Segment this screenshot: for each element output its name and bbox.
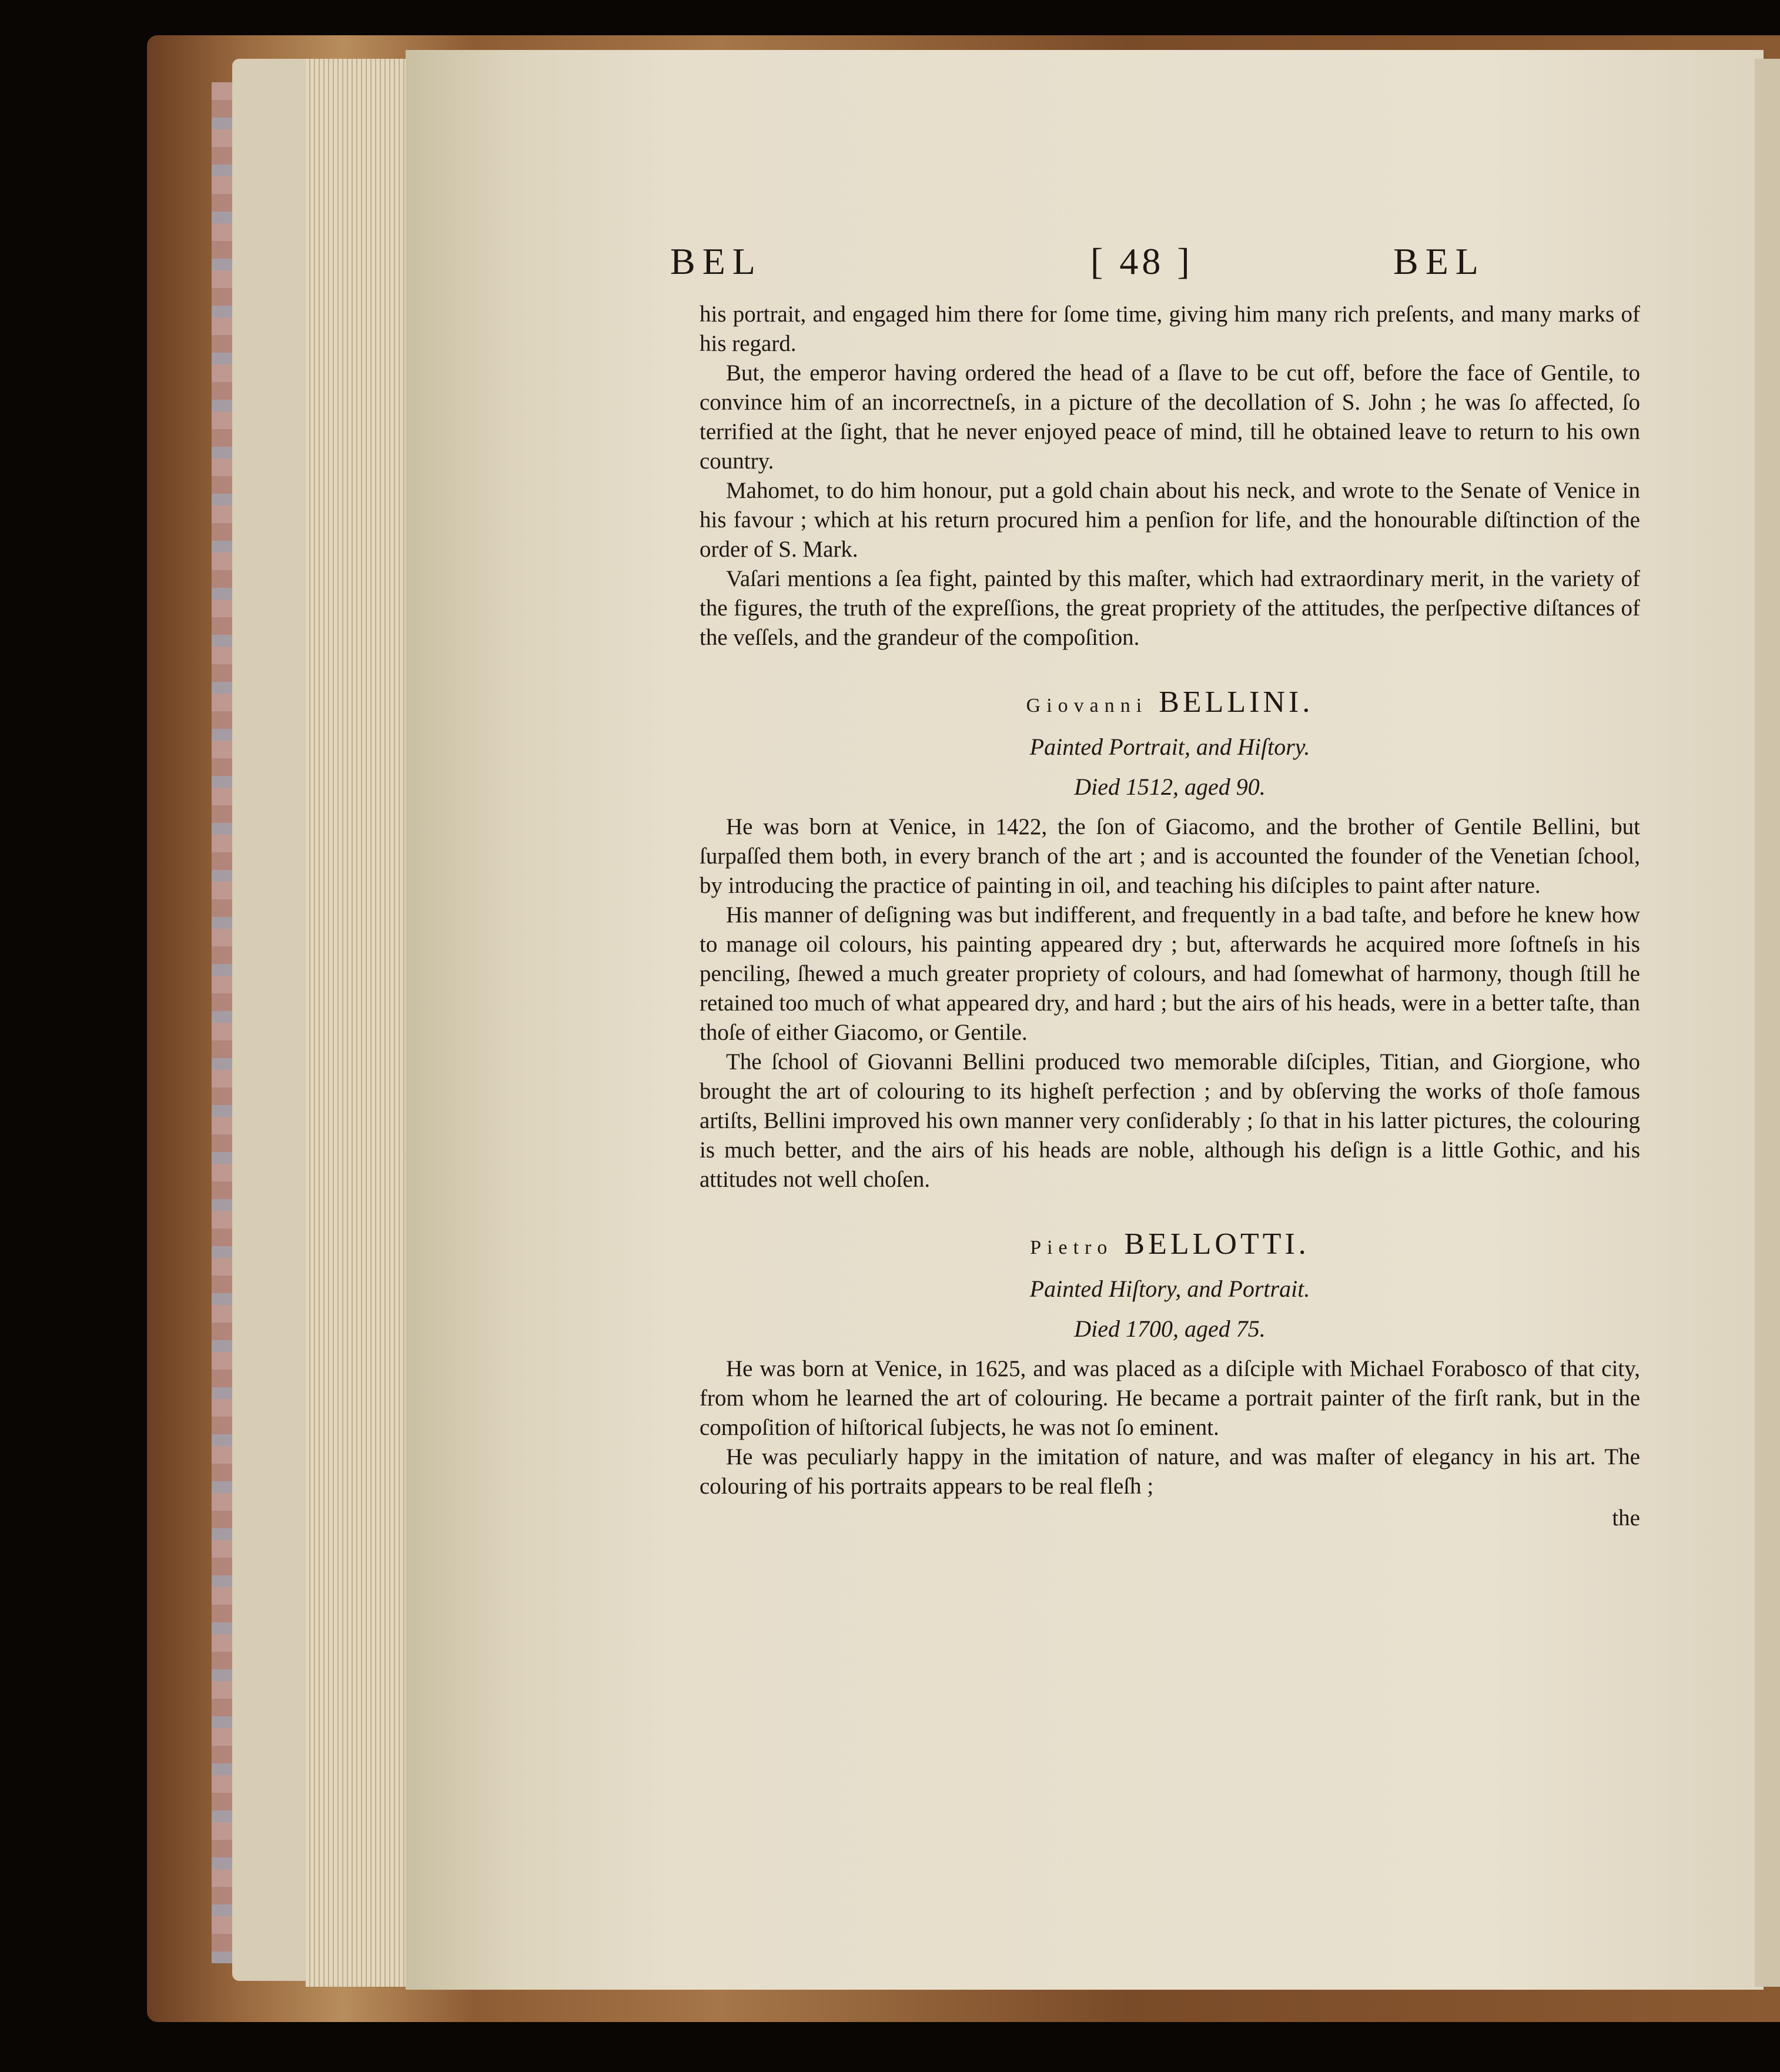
died-line: Died 1700, aged 75.	[1074, 1315, 1266, 1342]
catchword: the	[1612, 1505, 1640, 1531]
painted-subtitle: Painted Portrait, and Hiſtory.	[1029, 734, 1310, 760]
running-header	[670, 240, 1640, 300]
surname: BELLOTTI.	[1124, 1227, 1310, 1261]
facing-page-edge	[1755, 59, 1780, 1987]
paragraph: He was born at Venice, in 1422, the ſon of Giacomo, and the brother of Gentile Bellini, but ſurpaſſed them both, in every branch of the art ; and is accounted the founder of the Venetian ſchool, by introducing the practice of painting in oil, and teaching his diſciples to paint after nature.	[700, 814, 1640, 898]
given-name: Pietro	[1030, 1237, 1113, 1258]
paragraph: The ſchool of Giovanni Bellini produced two memorable diſciples, Titian, and Giorgione, who brought the art of colouring to its higheſt perfection ; and by obſerving the works of thoſe famous artiſts, Bellini improved his own manner very conſiderably ; ſo that in his latter pictures, the colouring is much better, and the airs of his heads are noble, although his deſign is a little Gothic, and his attitudes not well choſen.	[700, 1049, 1640, 1192]
page-number: [ 48 ]	[1090, 240, 1193, 282]
entry-heading	[700, 1227, 1640, 1263]
paragraph: He was born at Venice, in 1625, and was placed as a diſciple with Michael Forabosco of that city, from whom he learned the art of colouring. He became a portrait painter of the firſt rank, but in the compoſition of hiſtorical ſubjects, he was not ſo eminent.	[700, 1356, 1640, 1440]
page-edges	[306, 59, 411, 1987]
died-line: Died 1512, aged 90.	[1074, 774, 1266, 800]
paragraph: But, the emperor having ordered the head of a ſlave to be cut off, before the face of Gentile, to convince him of an incorrectneſs, in a picture of the decollation of S. John ; he was ſo affected, ſo terrified at the ſight, that he never enjoyed peace of mind, till he obtained leave to return to his own country.	[700, 360, 1640, 474]
given-name: Giovanni	[1026, 695, 1148, 717]
paragraph: Mahomet, to do him honour, put a gold chain about his neck, and wrote to the Senate of Venice in his favour ; which at his return procured him a penſion for life, and the honourable diſtinction of the order of S. Mark.	[700, 478, 1640, 562]
paragraph: He was peculiarly happy in the imitation of nature, and was maſter of elegancy in his art. The colouring of his portraits appears to be real fleſh ;	[700, 1444, 1640, 1499]
paragraph: his portrait, and engaged him there for ſome time, giving him many rich preſents, and many marks of his regard.	[700, 302, 1640, 356]
header-right: BEL	[1393, 240, 1485, 282]
painted-subtitle: Painted Hiſtory, and Portrait.	[1029, 1276, 1310, 1302]
paragraph: His manner of deſigning was but indifferent, and frequently in a bad taſte, and before he knew how to manage oil colours, his painting appeared dry ; but, afterwards he acquired more ſoftneſs in his penciling, ſhewed a much greater propriety of colours, and had ſomewhat of harmony, though ſtill he retained too much of what appeared dry, and hard ; but the airs of his heads, were in a better taſte, than thoſe of either Giacomo, or Gentile.	[700, 902, 1640, 1045]
text-column	[670, 240, 1640, 1533]
header-left: BEL	[670, 240, 762, 282]
entry-heading	[700, 685, 1640, 721]
paragraph: Vaſari mentions a ſea fight, painted by this maſter, which had extraordinary merit, in the variety of the figures, the truth of the expreſſions, the great propriety of the attitudes, the perſpective diſtances of the veſſels, and the grandeur of the compoſition.	[700, 566, 1640, 650]
surname: BELLINI.	[1159, 685, 1314, 719]
